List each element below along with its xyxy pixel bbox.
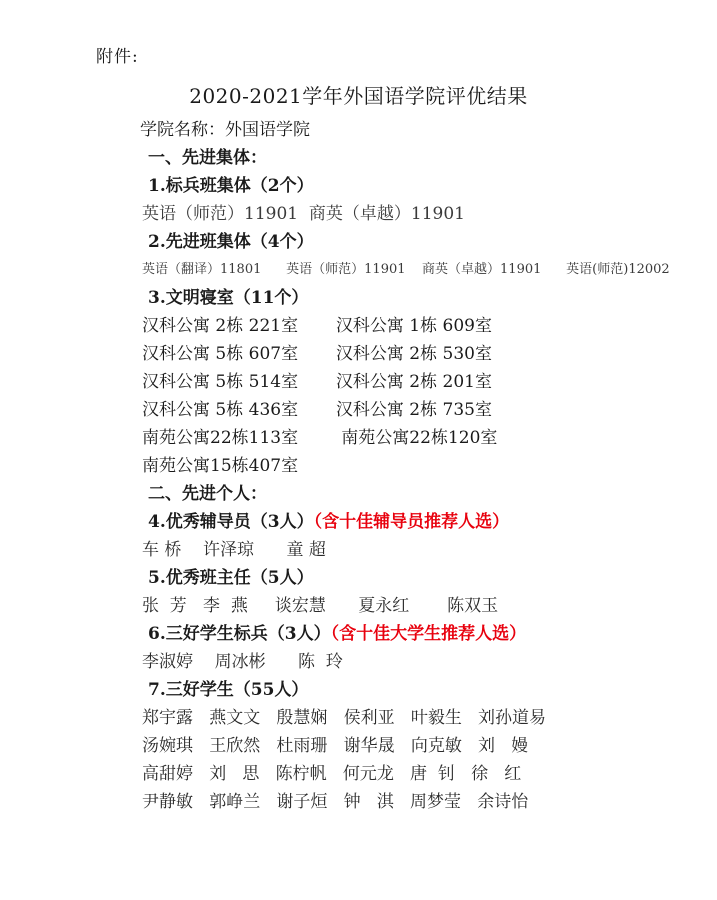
dorm-row: 汉科公寓 5栋 514室 汉科公寓 2栋 201室 <box>142 372 492 392</box>
item-heading-civilized-dorm: 3.文明寝室（11个） <box>148 288 309 308</box>
item-heading-advanced-class: 2.先进班集体（4个） <box>148 232 314 252</box>
student-row: 郑宇露 燕文文 殷慧娴 侯利亚 叶毅生 刘孙道易 <box>142 708 547 728</box>
item-heading-model-class: 1.标兵班集体（2个） <box>148 176 314 196</box>
student-row: 尹静敏 郭峥兰 谢子烜 钟 淇 周梦莹 余诗怡 <box>142 792 529 812</box>
item-heading-outstanding-counselor-text: 4.优秀辅导员（3人） <box>148 512 314 532</box>
item-values-outstanding-head-teacher: 张 芳 李 燕 谈宏慧 夏永红 陈双玉 <box>142 596 499 616</box>
item-heading-three-good-student: 7.三好学生（55人） <box>148 680 309 700</box>
document-body <box>140 116 700 816</box>
item-heading-model-three-good-student-text: 6.三好学生标兵（3人） <box>148 624 331 644</box>
item-values-model-class: 英语（师范）11901 商英（卓越）11901 <box>142 204 465 224</box>
college-name-line: 学院名称：外国语学院 <box>140 120 310 140</box>
item-values-model-three-good-student: 李淑婷 周冰彬 陈 玲 <box>142 652 343 672</box>
section-heading-advanced-individuals: 二、先进个人： <box>148 484 267 504</box>
dorm-row: 汉科公寓 2栋 221室 汉科公寓 1栋 609室 <box>142 316 492 336</box>
dorm-row: 南苑公寓22栋113室 南苑公寓22栋120室 <box>142 428 498 448</box>
student-row: 汤婉琪 王欣然 杜雨珊 谢华晟 向克敏 刘 嫚 <box>142 736 529 756</box>
attachment-label: 附件: <box>96 47 139 67</box>
section-heading-advanced-groups: 一、先进集体： <box>148 148 267 168</box>
student-row: 高甜婷 刘 思 陈柠帆 何元龙 唐 钊 徐 红 <box>142 764 522 784</box>
dorm-row: 汉科公寓 5栋 607室 汉科公寓 2栋 530室 <box>142 344 492 364</box>
item-note-model-three-good-student: （含十佳大学生推荐人选） <box>330 624 527 644</box>
item-values-advanced-class: 英语（翻译）11801 英语（师范）11901 商英（卓越）11901 英语(师范)12002 <box>142 262 670 277</box>
item-heading-outstanding-head-teacher: 5.优秀班主任（5人） <box>148 568 314 588</box>
item-values-outstanding-counselor: 车 桥 许泽琼 童 超 <box>142 540 326 560</box>
page-title: 2020-2021学年外国语学院评优结果 <box>189 84 528 108</box>
item-note-outstanding-counselor: （含十佳辅导员推荐人选） <box>313 512 510 532</box>
item-heading-model-three-good-student <box>140 620 700 648</box>
dorm-row: 汉科公寓 5栋 436室 汉科公寓 2栋 735室 <box>142 400 492 420</box>
dorm-row: 南苑公寓15栋407室 <box>142 456 299 476</box>
item-heading-outstanding-counselor <box>140 508 700 536</box>
